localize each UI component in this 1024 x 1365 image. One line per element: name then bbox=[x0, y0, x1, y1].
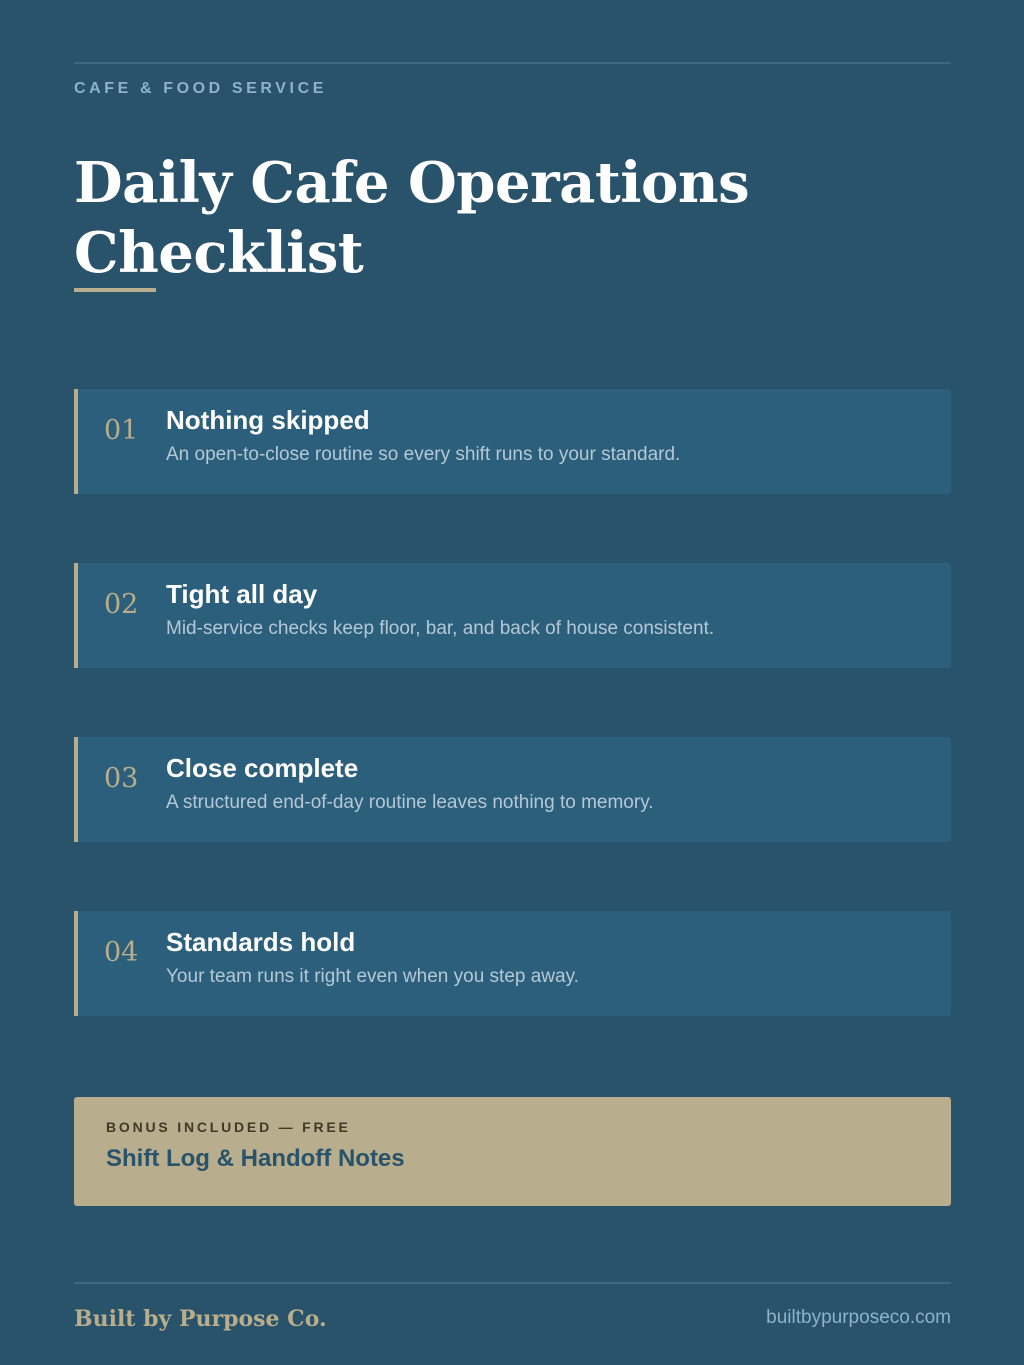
category-eyebrow: CAFE & FOOD SERVICE bbox=[74, 80, 328, 97]
item-description: Your team runs it right even when you step away. bbox=[166, 966, 579, 987]
item-description: Mid-service checks keep floor, bar, and back of house consistent. bbox=[166, 618, 715, 639]
bottom-divider bbox=[74, 1282, 951, 1284]
item-number: 01 bbox=[104, 415, 139, 446]
checklist-item bbox=[74, 911, 951, 1016]
item-number: 02 bbox=[104, 589, 139, 620]
brand-name: Built by Purpose Co. bbox=[74, 1306, 327, 1332]
checklist-page bbox=[74, 0, 951, 1365]
website-url: builtbypurposeco.com bbox=[766, 1307, 951, 1328]
bonus-banner bbox=[74, 1097, 951, 1206]
checklist-item bbox=[74, 563, 951, 668]
top-divider bbox=[74, 62, 951, 64]
checklist-item bbox=[74, 389, 951, 494]
item-number: 03 bbox=[104, 763, 139, 794]
item-description: An open-to-close routine so every shift runs to your standard. bbox=[166, 444, 681, 465]
item-description: A structured end-of-day routine leaves nothing to memory. bbox=[166, 792, 654, 813]
bonus-label: BONUS INCLUDED — FREE bbox=[106, 1119, 351, 1135]
title-underline bbox=[74, 288, 156, 292]
checklist-item bbox=[74, 737, 951, 842]
bonus-title: Shift Log & Handoff Notes bbox=[106, 1145, 405, 1172]
item-heading: Standards hold bbox=[166, 927, 356, 957]
item-number: 04 bbox=[104, 937, 139, 968]
item-heading: Tight all day bbox=[166, 579, 318, 609]
item-heading: Nothing skipped bbox=[166, 405, 370, 435]
page-title: Daily Cafe Operations Checklist bbox=[74, 150, 750, 286]
item-heading: Close complete bbox=[166, 753, 359, 783]
